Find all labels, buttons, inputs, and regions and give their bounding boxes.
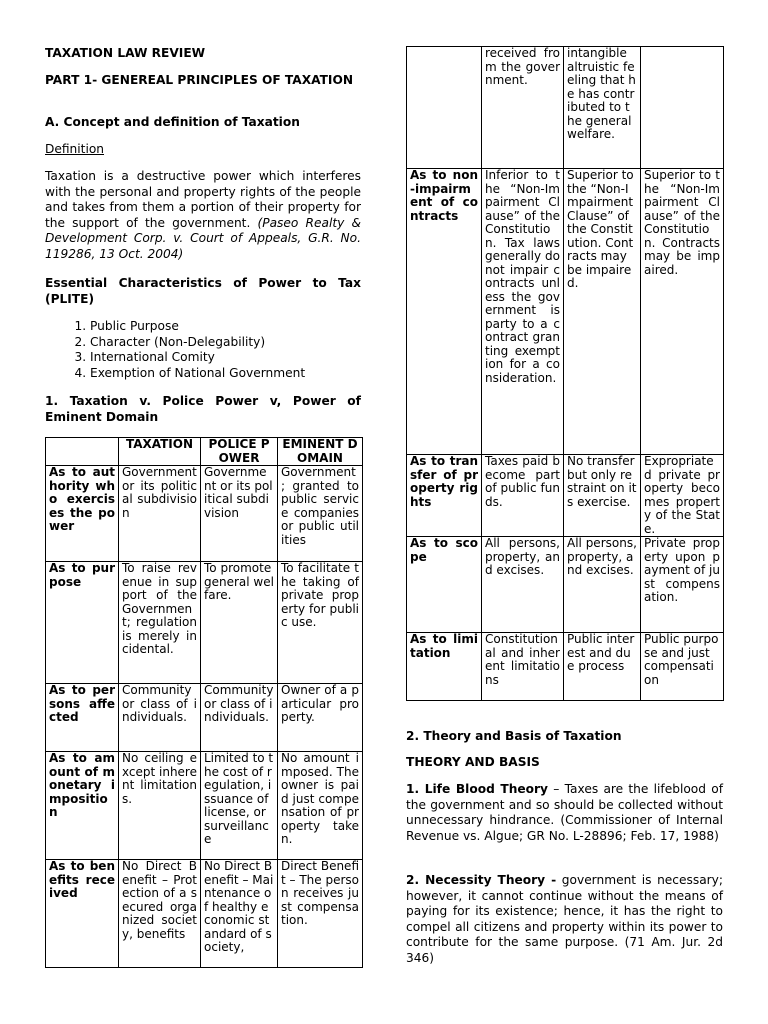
list-item: 2. Character (Non-Delegability) xyxy=(90,335,406,351)
table-cell: All persons, property, and excises. xyxy=(482,537,564,633)
document-title: TAXATION LAW REVIEW xyxy=(45,46,206,60)
table-cell: received from the government. xyxy=(482,47,564,169)
table-cell: No transfer but only restraint on its exercise. xyxy=(564,455,641,537)
row-label-cell: As to limitation xyxy=(407,633,482,701)
table-cell: No amount imposed. The owner is paid just compensation of property taken. xyxy=(278,752,363,860)
table-cell: Constitutional and inherent limitations xyxy=(482,633,564,701)
table-cell: Expropriated private property becomes property of the State. xyxy=(641,455,724,537)
table-cell: No Direct Benefit – Protection of a secured organized society, benefits xyxy=(119,860,201,968)
row-label-cell: As to amount of monetary imposition xyxy=(46,752,119,860)
table-cell: All persons, property, and excises. xyxy=(564,537,641,633)
table-cell xyxy=(641,47,724,169)
table-cell: Superior to the “Non-Impairment Clause” of the Constitution. Contracts may be impaired. xyxy=(564,169,641,455)
table-cell: Government or its political subdivision xyxy=(201,466,278,562)
comparison-table-continued xyxy=(406,46,724,701)
definition-text: Taxation is a destructive power which interferes with the personal and property rights of the people and takes from them a portion of their property for the support of the government. xyxy=(45,169,361,230)
life-blood-label: 1. Life Blood Theory xyxy=(406,782,549,796)
table-cell: Private property upon payment of just compensation. xyxy=(641,537,724,633)
table-cell: Public interest and due process xyxy=(564,633,641,701)
table-cell: Taxes paid become part of public funds. xyxy=(482,455,564,537)
row-label-cell: As to non-impairment of contracts xyxy=(407,169,482,455)
row-label-cell: As to transfer of property rights xyxy=(407,455,482,537)
table-cell: Community or class of individuals. xyxy=(119,684,201,752)
table-header-cell xyxy=(46,438,119,466)
table-cell: Community or class of individuals. xyxy=(201,684,278,752)
section-a-heading: A. Concept and definition of Taxation xyxy=(45,115,300,129)
essential-characteristics-heading: Essential Characteristics of Power to Tax (PLITE) xyxy=(45,276,361,306)
table-row xyxy=(46,466,363,562)
necessity-text: government is necessary; however, it cannot continue without the means of paying for its existence; hence, it has the right to compel all citizens and property within its power to contribute for the same purpose. (71 Am. Jur. 2d 346) xyxy=(406,873,723,965)
table-cell: Public purpose and just compensation xyxy=(641,633,724,701)
table-row xyxy=(46,752,363,860)
table-row xyxy=(407,633,724,701)
table-cell: To raise revenue in support of the Government; regulation is merely incidental. xyxy=(119,562,201,684)
section-2-heading: 2. Theory and Basis of Taxation xyxy=(406,729,622,743)
row-label-cell xyxy=(407,47,482,169)
table-cell: Government ; granted to public service companies or public utilities xyxy=(278,466,363,562)
table-cell: No ceiling except inherent limitations. xyxy=(119,752,201,860)
table-header-cell: TAXATION xyxy=(119,438,201,466)
definition-paragraph xyxy=(45,169,361,263)
table-cell: Government or its political subdivision xyxy=(119,466,201,562)
table-header-row xyxy=(46,438,363,466)
life-blood-text: – Taxes are the lifeblood of the government and so should be collected without unnecessary hindrance. (Commissioner of Internal Revenue vs. Algue; GR No. L-28896; Feb. 17, 1988) xyxy=(406,782,723,843)
row-label-cell: As to purpose xyxy=(46,562,119,684)
necessity-label: 2. Necessity Theory - xyxy=(406,873,557,887)
essential-characteristics-list xyxy=(45,319,406,381)
row-label-cell: As to scope xyxy=(407,537,482,633)
table-cell: Superior to the “Non-Impairment Clause” of the Constitution. Contracts may be impaired. xyxy=(641,169,724,455)
table-row xyxy=(407,169,724,455)
table-cell: To facilitate the taking of private property for public use. xyxy=(278,562,363,684)
table-row xyxy=(46,684,363,752)
table-cell: Limited to the cost of regulation, issuance of license, or surveillance xyxy=(201,752,278,860)
definition-label: Definition xyxy=(45,142,105,156)
table-row xyxy=(407,47,724,169)
definition-citation: (Paseo Realty & Development Corp. v. Court of Appeals, G.R. No. 119286, 13 Oct. 2004) xyxy=(45,215,361,261)
table-row xyxy=(407,537,724,633)
theory-basis-heading: THEORY AND BASIS xyxy=(406,755,540,769)
table-cell: Owner of a particular property. xyxy=(278,684,363,752)
table-row xyxy=(46,860,363,968)
necessity-paragraph xyxy=(406,873,723,967)
part-title: PART 1- GENEREAL PRINCIPLES OF TAXATION xyxy=(45,73,354,87)
table-cell: To promote general welfare. xyxy=(201,562,278,684)
table-cell: Direct Benefit – The person receives just compensation. xyxy=(278,860,363,968)
list-item: 3. International Comity xyxy=(90,350,406,366)
row-label-cell: As to authority who exercises the power xyxy=(46,466,119,562)
list-item: 4. Exemption of National Government xyxy=(90,366,406,382)
comparison-heading: 1. Taxation v. Police Power v, Power of Eminent Domain xyxy=(45,394,361,424)
list-item: 1. Public Purpose xyxy=(90,319,406,335)
table-cell: No Direct Benefit – Maintenance of healthy economic standard of society, xyxy=(201,860,278,968)
row-label-cell: As to benefits received xyxy=(46,860,119,968)
life-blood-paragraph xyxy=(406,782,723,844)
table-header-cell: POLICE POWER xyxy=(201,438,278,466)
table-header-cell: EMINENT DOMAIN xyxy=(278,438,363,466)
table-cell: intangible altruistic feeling that he has contributed to the general welfare. xyxy=(564,47,641,169)
table-cell: Inferior to the “Non-Impairment Clause” of the Constitution. Tax laws generally do not impair contracts unless the government is party to a contract granting exemption for a consideration. xyxy=(482,169,564,455)
row-label-cell: As to persons affected xyxy=(46,684,119,752)
table-row xyxy=(46,562,363,684)
comparison-table xyxy=(45,437,363,968)
table-row xyxy=(407,455,724,537)
